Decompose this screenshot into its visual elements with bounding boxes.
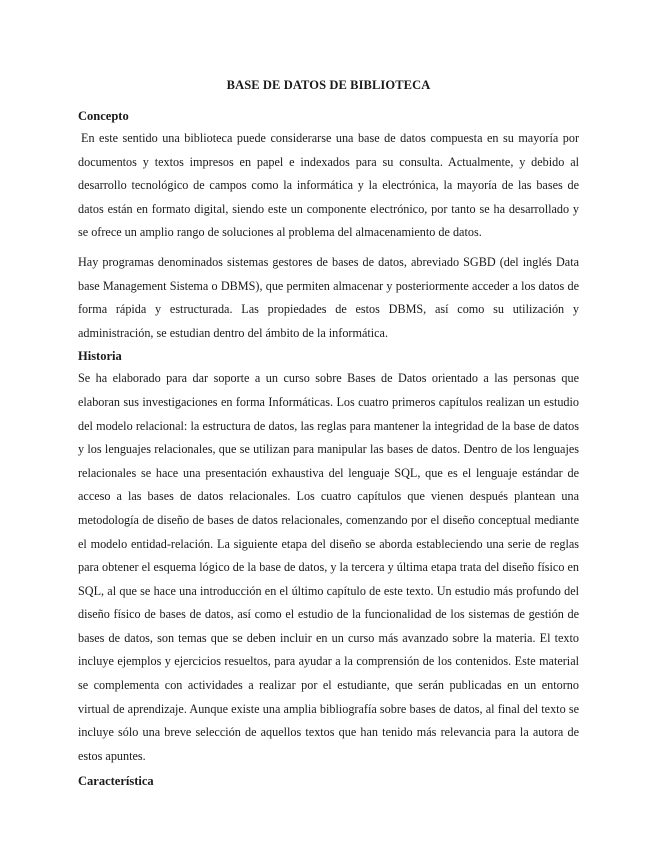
paragraph-concepto-1: En este sentido una biblioteca puede considerarse una base de datos compuesta en su mayoría por documentos y textos impresos en papel e indexados para su consulta. Actualmente, y debido al desarrollo tecnológico de campos como la informática y la electrónica, la mayoría de las bases de datos están en formato digital, siendo este un componente electrónico, por tanto se ha desarrollado y se ofrece un amplio rango de soluciones al problema del almacenamiento de datos. bbox=[78, 131, 579, 240]
section-historia bbox=[78, 349, 579, 768]
section-heading-concepto: Concepto bbox=[78, 109, 129, 123]
section-heading-caracteristica: Característica bbox=[78, 774, 154, 789]
section-heading-historia: Historia bbox=[78, 349, 122, 364]
document-page bbox=[78, 72, 579, 792]
paragraph-historia-1: Se ha elaborado para dar soporte a un curso sobre Bases de Datos orientado a las personas que elaboran sus investigaciones en forma Informáticas. Los cuatro primeros capítulos realizan un estudio del modelo relacional: la estructura de datos, las reglas para mantener la integridad de la base de datos y los lenguajes relacionales, que se utilizan para manipular las bases de datos. Dentro de los lenguajes relacionales se hace una presentación exhaustiva del lenguaje SQL, que es el lenguaje estándar de acceso a las bases de datos relacionales. Los cuatro capítulos que vienen después plantean una metodología de diseño de bases de datos relacionales, comenzando por el diseño conceptual mediante el modelo entidad-relación. La siguiente etapa del diseño se aborda estableciendo una serie de reglas para obtener el esquema lógico de la base de datos, y la tercera y última etapa trata del diseño físico en SQL, al que se hace una introducción en el último capítulo de este texto. Un estudio más profundo del diseño físico de bases de datos, así como el estudio de la funcionalidad de los sistemas de gestión de bases de datos, son temas que se deben incluir en un curso más avanzado sobre la materia. El texto incluye ejemplos y ejercicios resueltos, para ayudar a la comprensión de los contenidos. Este material se complementa con actividades a realizar por el estudiante, que serán publicadas en un entorno virtual de aprendizaje. Aunque existe una amplia bibliografía sobre bases de datos, al final del texto se incluye sólo una breve selección de aquellos textos que han tenido más relevancia para la autora de estos apuntes. bbox=[78, 371, 579, 763]
document-title: BASE DE DATOS DE BIBLIOTECA bbox=[226, 78, 431, 92]
section-caracteristica bbox=[78, 774, 579, 789]
section-concepto bbox=[78, 109, 579, 345]
paragraph-concepto-2: Hay programas denominados sistemas gestores de bases de datos, abreviado SGBD (del inglés Data base Management Sistema o DBMS), que permiten almacenar y posteriormente acceder a los datos de forma rápida y estructurada. Las propiedades de estos DBMS, así como su utilización y administración, se estudian dentro del ámbito de la informática. bbox=[78, 254, 579, 340]
